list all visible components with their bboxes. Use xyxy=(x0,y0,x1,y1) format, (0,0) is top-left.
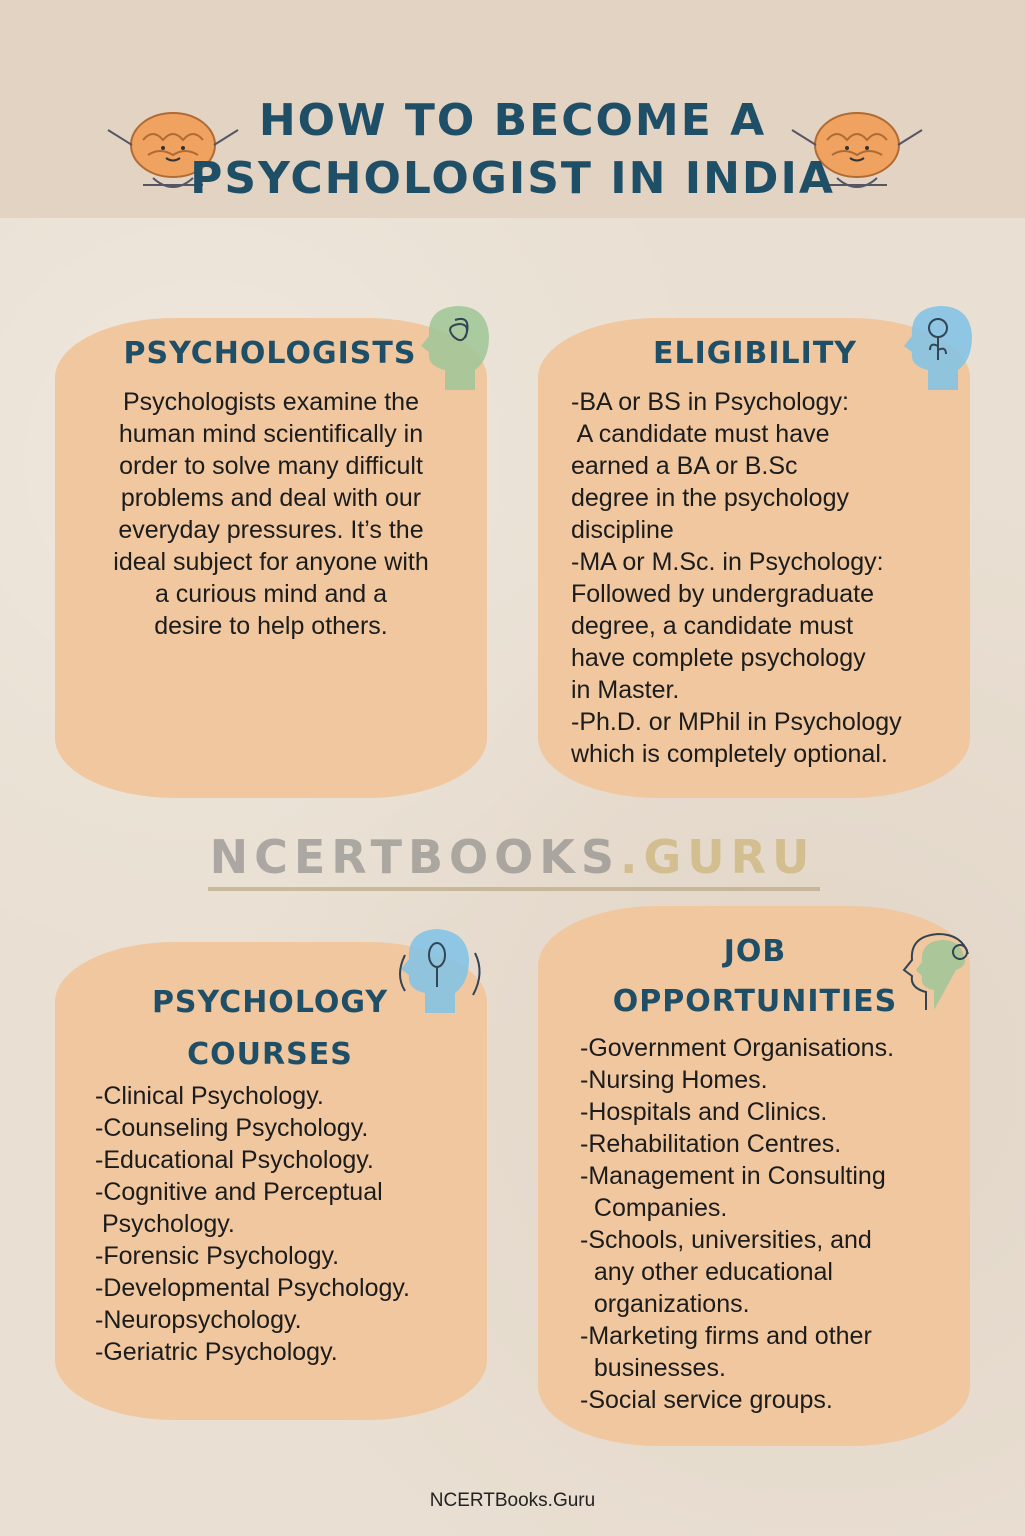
text-line: ideal subject for anyone with xyxy=(113,548,429,576)
text-line: -Government Organisations. xyxy=(580,1034,895,1062)
text-line: any other educational xyxy=(580,1258,833,1286)
card-title-courses xyxy=(120,977,420,1081)
text-line: -Hospitals and Clinics. xyxy=(580,1098,828,1126)
head-profile-icon xyxy=(898,930,976,1015)
card-text-courses xyxy=(95,1080,475,1368)
card-text-psychologists xyxy=(70,386,472,642)
text-line: organizations. xyxy=(580,1290,750,1318)
card-text-eligibility xyxy=(571,386,963,770)
text-line: Companies. xyxy=(580,1194,728,1222)
watermark-underline xyxy=(208,887,820,891)
card-title-psychologists: PSYCHOLOGISTS xyxy=(123,336,417,371)
card-text-jobs xyxy=(580,1032,960,1416)
watermark-accent: .GURU xyxy=(620,830,816,884)
page-title xyxy=(0,92,1025,208)
head-tangled-thought-icon xyxy=(415,300,495,395)
card-title-courses-line-2: COURSES xyxy=(187,1037,353,1072)
text-line: which is completely optional. xyxy=(571,740,888,768)
text-line: -Schools, universities, and xyxy=(580,1226,872,1254)
text-line: -Geriatric Psychology. xyxy=(95,1338,338,1366)
text-line: have complete psychology xyxy=(571,644,866,672)
text-line: Followed by undergraduate xyxy=(571,580,874,608)
text-line: problems and deal with our xyxy=(120,484,422,512)
text-line: -Developmental Psychology. xyxy=(95,1274,410,1302)
watermark xyxy=(0,830,1025,884)
text-line: -BA or BS in Psychology: xyxy=(571,388,849,416)
card-title-courses-line-1: PSYCHOLOGY xyxy=(151,985,389,1020)
text-line: -MA or M.Sc. in Psychology: xyxy=(571,548,884,576)
text-line: earned a BA or B.Sc xyxy=(571,452,798,480)
text-line: Psychologists examine the xyxy=(123,388,419,416)
text-line: -Ph.D. or MPhil in Psychology xyxy=(571,708,902,736)
text-line: human mind scientifically in xyxy=(118,420,424,448)
text-line: -Clinical Psychology. xyxy=(95,1082,324,1110)
card-title-eligibility: ELIGIBILITY xyxy=(652,336,858,371)
text-line: -Rehabilitation Centres. xyxy=(580,1130,842,1158)
footer-credit: NCERTBooks.Guru xyxy=(429,1490,596,1511)
text-line: -Nursing Homes. xyxy=(580,1066,768,1094)
text-line: desire to help others. xyxy=(154,612,388,640)
text-line: discipline xyxy=(571,516,674,544)
card-title-jobs-line-2: OPPORTUNITIES xyxy=(612,984,898,1019)
text-line: everyday pressures. It’s the xyxy=(118,516,424,544)
title-line-1: HOW TO BECOME A xyxy=(258,95,767,146)
text-line: A candidate must have xyxy=(571,420,830,448)
text-line: -Social service groups. xyxy=(580,1386,833,1414)
text-line: degree, a candidate must xyxy=(571,612,854,640)
text-line: -Management in Consulting xyxy=(580,1162,886,1190)
text-line: -Counseling Psychology. xyxy=(95,1114,369,1142)
text-line: order to solve many difficult xyxy=(119,452,423,480)
text-line: degree in the psychology xyxy=(571,484,849,512)
watermark-main: NCERTBOOKS xyxy=(209,830,621,884)
title-line-2: PSYCHOLOGIST IN INDIA xyxy=(190,153,835,204)
text-line: businesses. xyxy=(580,1354,726,1382)
card-title-jobs xyxy=(600,927,910,1027)
text-line: in Master. xyxy=(571,676,680,704)
text-line: Psychology. xyxy=(95,1210,235,1238)
text-line: -Neuropsychology. xyxy=(95,1306,302,1334)
text-line: -Cognitive and Perceptual xyxy=(95,1178,383,1206)
head-lightbulb-icon xyxy=(898,300,978,395)
text-line: -Marketing firms and other xyxy=(580,1322,872,1350)
card-title-jobs-line-1: JOB xyxy=(723,934,787,969)
two-heads-icon xyxy=(385,925,490,1020)
text-line: -Educational Psychology. xyxy=(95,1146,374,1174)
text-line: -Forensic Psychology. xyxy=(95,1242,340,1270)
text-line: a curious mind and a xyxy=(154,580,388,608)
